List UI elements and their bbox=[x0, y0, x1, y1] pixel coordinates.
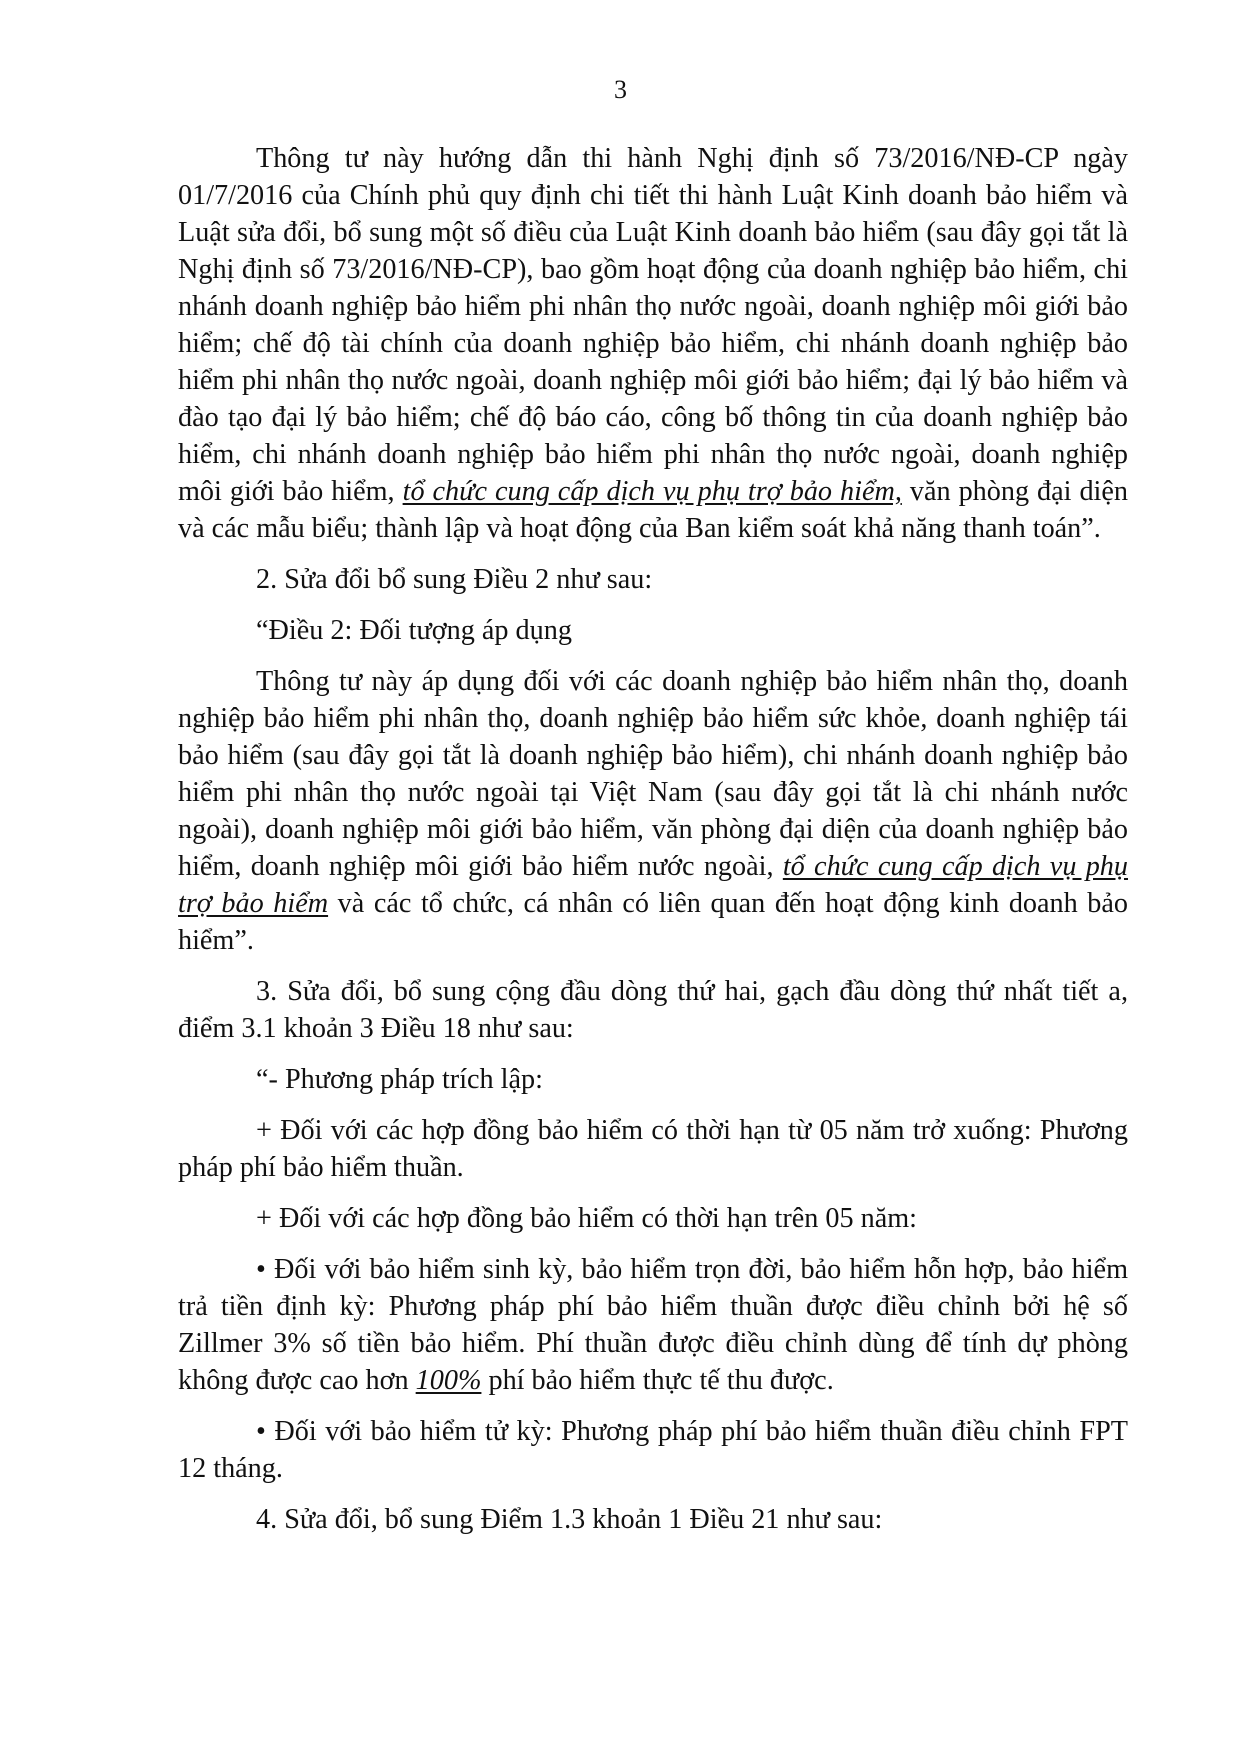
amendment-item-4: 4. Sửa đổi, bổ sung Điểm 1.3 khoản 1 Điều 21 như sau: bbox=[256, 1504, 883, 1535]
paragraph-text: phí bảo hiểm thực tế thu được. bbox=[481, 1365, 834, 1396]
bullet-term-life: • Đối với bảo hiểm tử kỳ: Phương pháp phí bảo hiểm thuần điều chỉnh FPT 12 tháng. bbox=[178, 1416, 1128, 1484]
method-heading: “- Phương pháp trích lập: bbox=[256, 1064, 543, 1095]
paragraph-text: văn phòng đại diện và các mẫu biểu; thành lập và hoạt động của Ban kiểm soát khả năng thanh toán”. bbox=[178, 476, 1128, 544]
paragraph-text: Thông tư này áp dụng đối với các doanh nghiệp bảo hiểm nhân thọ, doanh nghiệp bảo hiểm phi nhân thọ, doanh nghiệp bảo hiểm sức khỏe, doanh nghiệp tái bảo hiểm (sau đây gọi tắt là doanh nghiệp bảo hiểm), chi nhánh doanh nghiệp bảo hiểm phi nhân thọ nước ngoài tại Việt Nam (sau đây gọi tắt là chi nhánh nước ngoài), doanh nghiệp môi giới bảo hiểm, văn phòng đại diện của doanh nghiệp bảo hiểm, doanh nghiệp môi giới bảo hiểm nước ngoài, bbox=[178, 666, 1128, 882]
paragraph-scope bbox=[178, 140, 1128, 547]
page-number: 3 bbox=[614, 75, 627, 104]
paragraph-text: • Đối với bảo hiểm sinh kỳ, bảo hiểm trọn đời, bảo hiểm hỗn hợp, bảo hiểm trả tiền định kỳ: Phương pháp phí bảo hiểm thuần được điều chỉnh bởi hệ số Zillmer 3% số tiền bảo hiểm. Phí thuần được điều chỉnh dùng để tính dự phòng không được cao hơn bbox=[178, 1254, 1128, 1396]
amended-phrase: 100% bbox=[415, 1365, 482, 1396]
paragraph-text: Thông tư này hướng dẫn thi hành Nghị định số 73/2016/NĐ-CP ngày 01/7/2016 của Chính phủ quy định chi tiết thi hành Luật Kinh doanh bảo hiểm và Luật sửa đổi, bổ sung một số điều của Luật Kinh doanh bảo hiểm (sau đây gọi tắt là Nghị định số 73/2016/NĐ-CP), bao gồm hoạt động của doanh nghiệp bảo hiểm, chi nhánh doanh nghiệp bảo hiểm phi nhân thọ nước ngoài, doanh nghiệp môi giới bảo hiểm; chế độ tài chính của doanh nghiệp bảo hiểm, chi nhánh doanh nghiệp bảo hiểm phi nhân thọ nước ngoài, doanh nghiệp môi giới bảo hiểm; đại lý bảo hiểm và đào tạo đại lý bảo hiểm; chế độ báo cáo, công bố thông tin của doanh nghiệp bảo hiểm, chi nhánh doanh nghiệp bảo hiểm phi nhân thọ nước ngoài, doanh nghiệp môi giới bảo hiểm, bbox=[178, 143, 1128, 507]
amendment-item-2: 2. Sửa đổi bổ sung Điều 2 như sau: bbox=[256, 564, 653, 595]
clause-over-5-years: + Đối với các hợp đồng bảo hiểm có thời hạn trên 05 năm: bbox=[256, 1203, 918, 1234]
amended-phrase: tổ chức cung cấp dịch vụ phụ trợ bảo hiểm bbox=[178, 851, 1128, 919]
paragraph-text: và các tổ chức, cá nhân có liên quan đến hoạt động kinh doanh bảo hiểm”. bbox=[178, 888, 1128, 956]
amended-phrase: tổ chức cung cấp dịch vụ phụ trợ bảo hiểm, bbox=[402, 476, 902, 507]
document-body bbox=[178, 140, 1128, 1552]
paragraph-subjects bbox=[178, 663, 1128, 959]
bullet-endowment bbox=[178, 1251, 1128, 1399]
amendment-item-3: 3. Sửa đổi, bổ sung cộng đầu dòng thứ hai, gạch đầu dòng thứ nhất tiết a, điểm 3.1 khoản 3 Điều 18 như sau: bbox=[178, 976, 1128, 1044]
article-heading: “Điều 2: Đối tượng áp dụng bbox=[256, 615, 572, 646]
clause-under-5-years: + Đối với các hợp đồng bảo hiểm có thời hạn từ 05 năm trở xuống: Phương pháp phí bảo hiểm thuần. bbox=[178, 1115, 1128, 1183]
